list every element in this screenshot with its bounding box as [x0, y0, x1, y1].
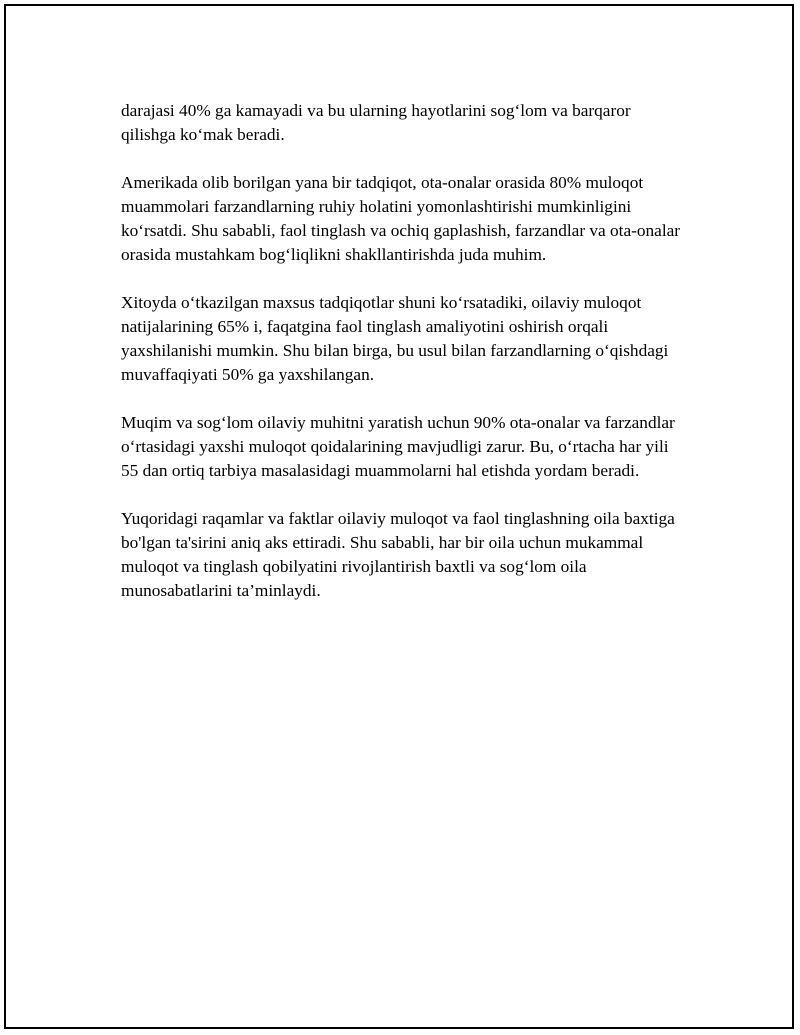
paragraph-3: Xitoyda o‘tkazilgan maxsus tadqiqotlar shuni ko‘rsatadiki, oilaviy muloqot natijalarining 65% i, faqatgina faol tinglash amaliyotini oshirish orqali yaxshilanishi mumkin. Shu bilan birga, bu usul bilan farzandlarning o‘qishdagi muvaffaqiyati 50% ga yaxshilangan. [121, 293, 669, 384]
document-page [4, 4, 794, 1029]
document-body [121, 99, 681, 627]
paragraph-5: Yuqoridagi raqamlar va faktlar oilaviy muloqot va faol tinglashning oila baxtiga bo'lgan ta'sirini aniq aks ettiradi. Shu sababli, har bir oila uchun mukammal muloqot va tinglash qobilyatini rivojlantirish baxtli va sog‘lom oila munosabatlarini ta’minlaydi. [121, 509, 675, 600]
paragraph-2: Amerikada olib borilgan yana bir tadqiqot, ota-onalar orasida 80% muloqot muammolari farzandlarning ruhiy holatini yomonlashtirishi mumkinligini ko‘rsatdi. Shu sababli, faol tinglash va ochiq gaplashish, farzandlar va ota-onalar orasida mustahkam bog‘liqlikni shakllantirishda juda muhim. [121, 173, 681, 264]
paragraph-1: darajasi 40% ga kamayadi va bu ularning hayotlarini sog‘lom va barqaror qilishga ko‘mak beradi. [121, 101, 631, 144]
paragraph-4: Muqim va sog‘lom oilaviy muhitni yaratish uchun 90% ota-onalar va farzandlar o‘rtasidagi yaxshi muloqot qoidalarining mavjudligi zarur. Bu, o‘rtacha har yili 55 dan ortiq tarbiya masalasidagi muammolarni hal etishda yordam beradi. [121, 413, 675, 480]
